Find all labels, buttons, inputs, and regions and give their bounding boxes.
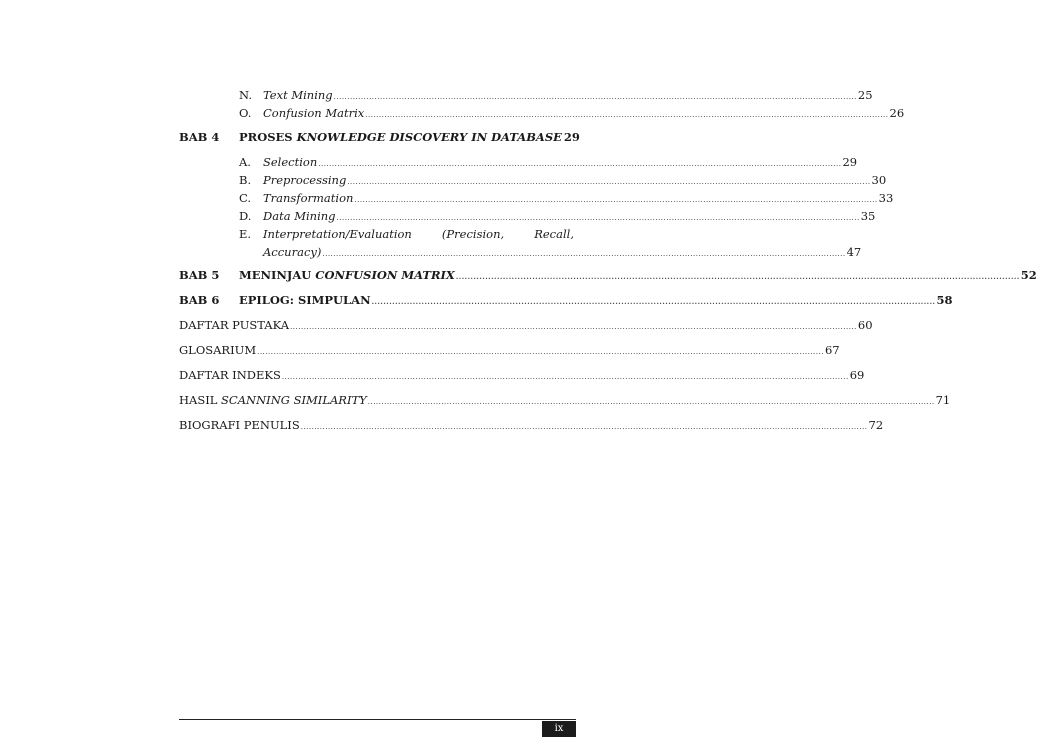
entry-label: O.: [239, 106, 252, 120]
entry-page: 30: [871, 173, 887, 187]
leader-dots: ................................................................................................................................................................................................................: [367, 398, 935, 406]
entry-label: A.: [239, 155, 251, 169]
leader-dots: ................................................................................................................................................................................................: [336, 214, 860, 222]
chapter-title-italic: CONFUSION MATRIX: [315, 268, 455, 282]
entry-page: 69: [849, 368, 865, 382]
entry-title-part: (Precision,: [441, 227, 505, 241]
chapter-title-plain: PROSES: [239, 130, 297, 144]
entry-label: D.: [239, 209, 252, 223]
entry-title-line1: [263, 227, 574, 241]
leader-dots: ................................................................................................................................................................................................: [354, 196, 878, 204]
chapter-title: EPILOG: SIMPULAN: [239, 293, 371, 307]
leader-dots: ................................................................................................................................................................................................................: [281, 373, 849, 381]
chapter-label: BAB 4: [179, 130, 220, 144]
leader-dots: ................................................................................................................................................................................................: [318, 160, 842, 168]
leader-dots: ................................................................................................................................................................................................: [371, 297, 936, 306]
leader-dots: ................................................................................................................................................................................................: [365, 111, 889, 119]
chapter-page: 58: [936, 293, 953, 307]
entry-title: HASIL SCANNING SIMILARITY: [179, 393, 367, 407]
leader-dots: ................................................................................................................................................................................................................: [257, 348, 824, 356]
entry-label: C.: [239, 191, 252, 205]
entry-title-line2: Accuracy): [263, 245, 322, 259]
entry-title: GLOSARIUM: [179, 343, 257, 357]
entry-page: 35: [860, 209, 876, 223]
chapter-page: 29: [563, 130, 580, 144]
chapter-title: [239, 130, 562, 144]
leader-dots: ................................................................................................................................................................................................: [347, 178, 871, 186]
chapter-label: BAB 6: [179, 293, 220, 307]
entry-page: 72: [868, 418, 884, 432]
entry-page: 25: [857, 88, 873, 102]
entry-title: Data Mining: [263, 209, 336, 223]
entry-page: 67: [824, 343, 840, 357]
entry-title: Selection: [263, 155, 318, 169]
leader-dots: ................................................................................................................................................................................................: [455, 272, 1020, 281]
footer-rule: [179, 719, 576, 720]
leader-dots: ................................................................................................................................................................................................................: [290, 323, 857, 331]
entry-page: 47: [846, 245, 862, 259]
chapter-title: [239, 268, 455, 282]
entry-title: BIOGRAFI PENULIS: [179, 418, 300, 432]
chapter-title-italic: KNOWLEDGE DISCOVERY IN DATABASE: [296, 130, 562, 144]
entry-label: E.: [239, 227, 252, 241]
entry-title: DAFTAR INDEKS: [179, 368, 281, 382]
page-number: ix: [542, 721, 576, 737]
entry-title-part: Recall,: [534, 227, 574, 241]
leader-dots: ................................................................................................................................................................................................: [322, 250, 846, 258]
entry-title: Confusion Matrix: [263, 106, 365, 120]
entry-page: 71: [935, 393, 951, 407]
chapter-page: 52: [1020, 268, 1037, 282]
entry-title: DAFTAR PUSTAKA: [179, 318, 290, 332]
entry-title-part: Interpretation/Evaluation: [263, 227, 412, 241]
entry-label: N.: [239, 88, 252, 102]
chapter-label: BAB 5: [179, 268, 220, 282]
chapter-title-plain: MENINJAU: [239, 268, 316, 282]
entry-title: Transformation: [263, 191, 354, 205]
entry-page: 60: [857, 318, 873, 332]
entry-page: 29: [842, 155, 858, 169]
entry-label: B.: [239, 173, 252, 187]
entry-page: 33: [878, 191, 894, 205]
leader-dots: ................................................................................................................................................................................................: [333, 93, 857, 101]
entry-title: Text Mining: [263, 88, 333, 102]
entry-page: 26: [889, 106, 905, 120]
leader-dots: ................................................................................................................................................................................................................: [300, 423, 868, 431]
entry-title: Preprocessing: [263, 173, 347, 187]
